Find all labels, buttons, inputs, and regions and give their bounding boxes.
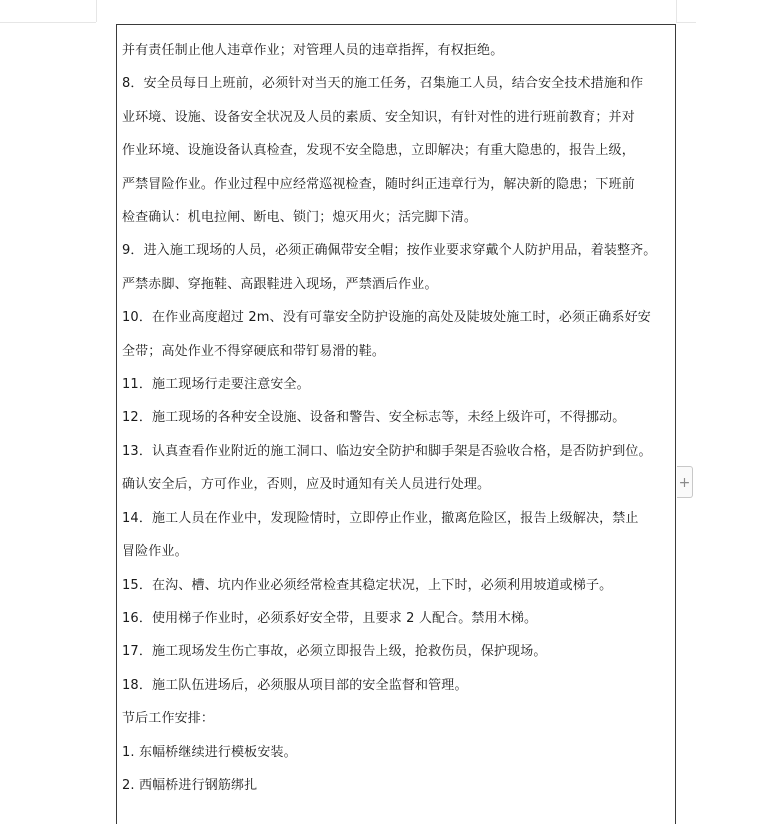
text-line: 作业环境、设施设备认真检查，发现不安全隐患，立即解决；有重大隐患的，报告上级， [122, 143, 635, 159]
text-line: 13．认真查看作业附近的施工洞口、临边安全防护和脚手架是否验收合格，是否防护到位。 [122, 443, 652, 459]
text-line: 冒险作业。 [122, 544, 188, 560]
text-line: 确认安全后，方可作业，否则，应及时通知有关人员进行处理。 [122, 477, 491, 493]
list-item: 1. 东幅桥继续进行模板安装。 [122, 744, 297, 760]
page-margin-corner-left [0, 22, 96, 23]
text-line: 检查确认：机电拉闸、断电、锁门；熄灭用火；活完脚下清。 [122, 210, 478, 226]
text-line: 15．在沟、槽、坑内作业必须经常检查其稳定状况，上下时，必须利用坡道或梯子。 [122, 577, 613, 593]
list-item: 2. 西幅桥进行钢筋绑扎 [122, 777, 258, 793]
text-line: 11．施工现场行走要注意安全。 [122, 377, 310, 393]
text-line: 16．使用梯子作业时，必须系好安全带，且要求 2 人配合。禁用木梯。 [122, 610, 538, 626]
text-line: 10．在作业高度超过 2m、没有可靠安全防护设施的高处及陡坡处施工时，必须正确系好安 [122, 310, 651, 326]
text-line: 9．进入施工现场的人员，必须正确佩带安全帽；按作业要求穿戴个人防护用品，着装整齐。 [122, 243, 657, 259]
document-body[interactable] [122, 34, 674, 802]
text-line: 12．施工现场的各种安全设施、设备和警告、安全标志等，未经上级许可，不得挪动。 [122, 410, 626, 426]
page-margin-corner-right [676, 22, 696, 23]
text-line: 严禁冒险作业。作业过程中应经常巡视检查，随时纠正违章行为，解决新的隐患；下班前 [122, 176, 635, 192]
plus-icon: + [678, 475, 691, 491]
text-line: 17．施工现场发生伤亡事故，必须立即报告上级，抢救伤员，保护现场。 [122, 644, 547, 660]
section-heading: 节后工作安排： [122, 711, 215, 727]
text-line: 14．施工人员在作业中，发现险情时，立即停止作业，撤离危险区，报告上级解决，禁止 [122, 510, 639, 526]
page-margin-corner-left-vertical [96, 0, 97, 22]
text-line: 8．安全员每日上班前，必须针对当天的施工任务，召集施工人员，结合安全技术措施和作 [122, 76, 644, 92]
page-margin-corner-right-vertical [676, 0, 677, 22]
text-line: 业环境、设施、设备安全状况及人员的素质、安全知识，有针对性的进行班前教育；并对 [122, 109, 635, 125]
text-line: 18．施工队伍进场后，必须服从项目部的安全监督和管理。 [122, 677, 468, 693]
text-line: 严禁赤脚、穿拖鞋、高跟鞋进入现场，严禁酒后作业。 [122, 276, 438, 292]
text-line: 并有责任制止他人违章作业；对管理人员的违章指挥，有权拒绝。 [122, 43, 504, 58]
text-line: 全带；高处作业不得穿硬底和带钉易滑的鞋。 [122, 343, 386, 359]
add-row-button[interactable] [677, 466, 693, 498]
